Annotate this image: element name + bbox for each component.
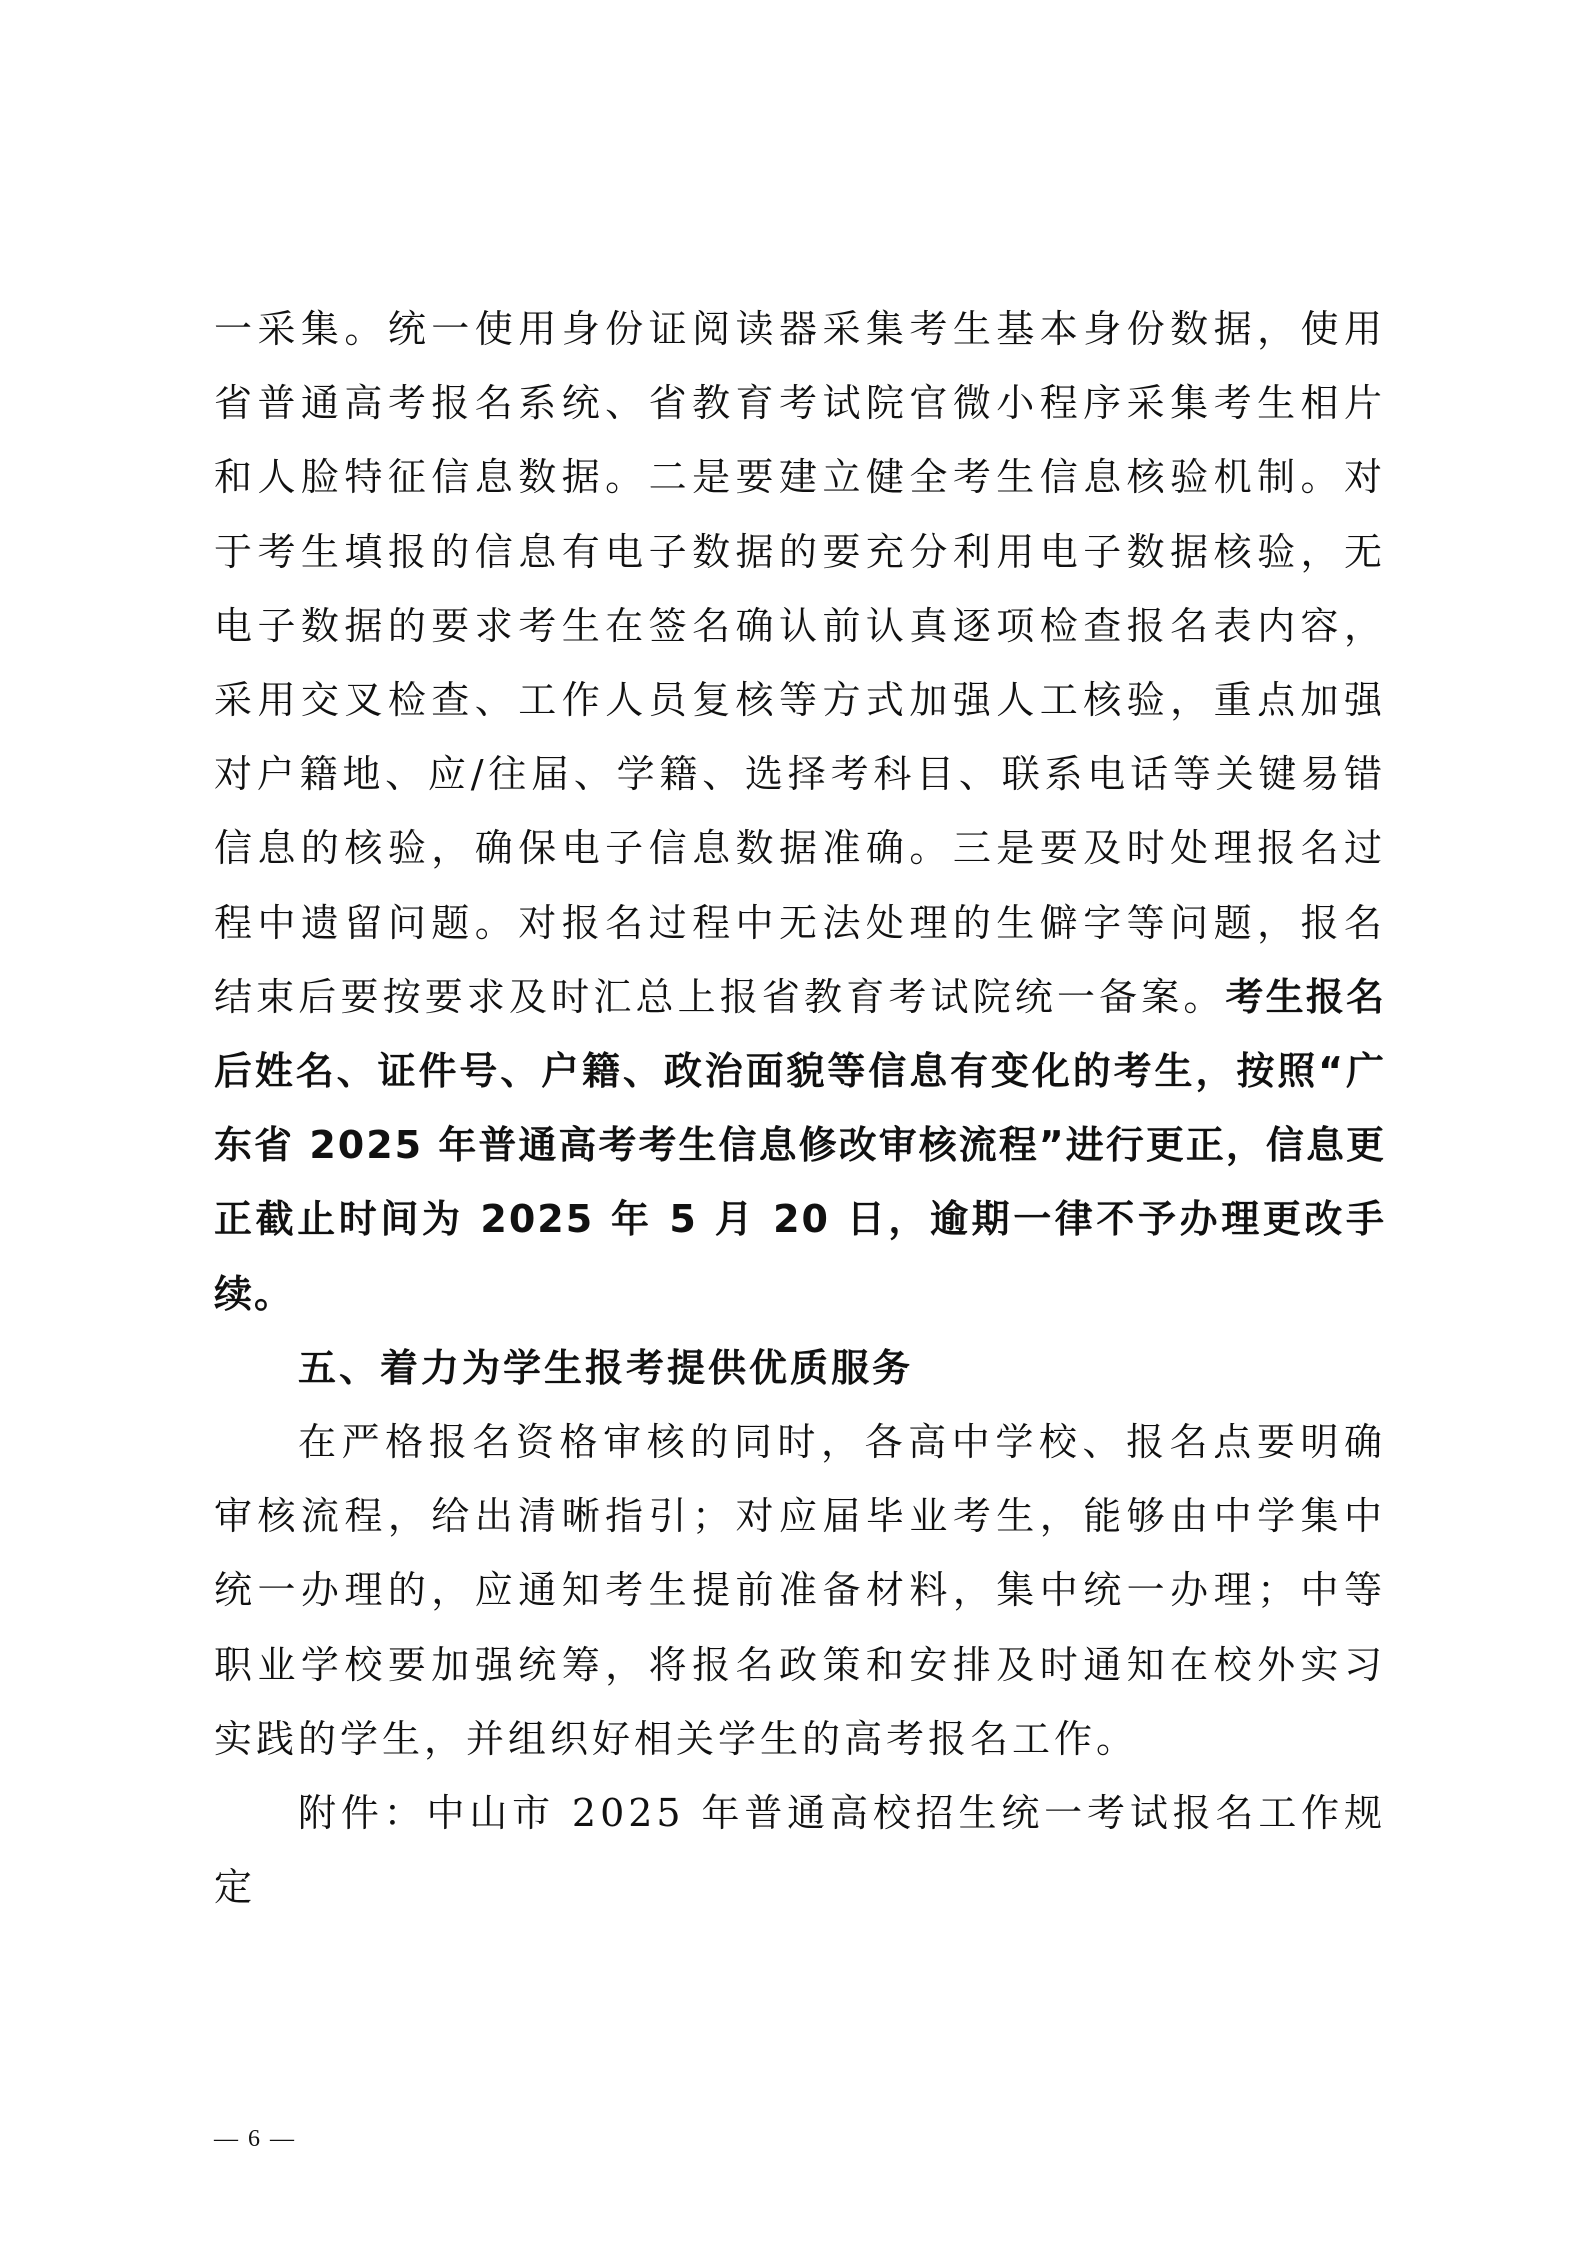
paragraph-service: 在严格报名资格审核的同时，各高中学校、报名点要明确审核流程，给出清晰指引；对应届毕业考生，能够由中学集中统一办理的，应通知考生提前准备材料，集中统一办理；中等职业学校要加强统筹，将报名政策和安排及时通知在校外实习实践的学生，并组织好相关学生的高考报名工作。: [214, 1420, 1386, 1761]
emphasis-text-correction-deadline: 考生报名后姓名、证件号、户籍、政治面貌等信息有变化的考生，按照“广东省 2025 年普通高考考生信息修改审核流程”进行更正，信息更正截止时间为 2025 年 5 月 20 日，逾期一律不予办理更改手续。: [214, 974, 1386, 1316]
paragraph-text: 一采集。统一使用身份证阅读器采集考生基本身份数据，使用省普通高考报名系统、省教育考试院官微小程序采集考生相片和人脸特征信息数据。二是要建立健全考生信息核验机制。对于考生填报的信息有电子数据的要充分利用电子数据核验，无电子数据的要求考生在签名确认前认真逐项检查报名表内容，采用交叉检查、工作人员复核等方式加强人工核验，重点加强对户籍地、应/往届、学籍、选择考科目、联系电话等关键易错信息的核验，确保电子信息数据准确。三是要及时处理报名过程中遗留问题。对报名过程中无法处理的生僻字等问题，报名结束后要按要求及时汇总上报省教育考试院统一备案。: [214, 307, 1386, 1019]
section-heading-5: 五、着力为学生报考提供优质服务: [298, 1345, 914, 1390]
document-body: [214, 292, 1386, 1924]
page-number: — 6 —: [214, 2126, 296, 2152]
attachment-line: 附件：中山市 2025 年普通高校招生统一考试报名工作规定: [214, 1791, 1386, 1910]
paragraph-collection-verification: [214, 292, 1386, 1331]
